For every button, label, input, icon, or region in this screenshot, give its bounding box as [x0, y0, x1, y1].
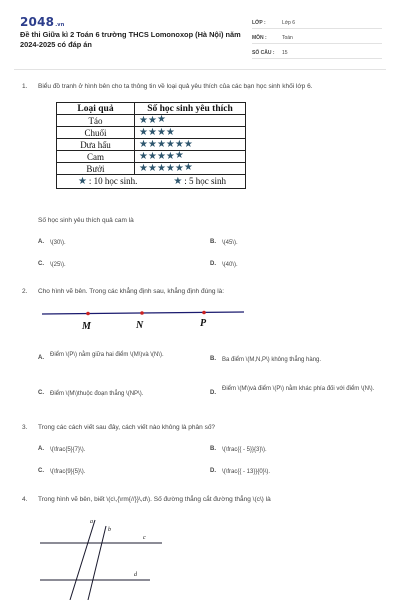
pictograph-row: [57, 139, 246, 151]
label-b: b: [108, 527, 111, 533]
star-icon: ★: [147, 115, 157, 126]
half-star-icon: ★: [174, 150, 184, 161]
meta-value: 15: [282, 50, 288, 56]
meta-row-grade: [252, 16, 382, 29]
point-m: [86, 312, 90, 316]
star-icon: ★: [139, 163, 148, 174]
question-3-text: Trong các cách viết sau đây, cách viết nào không là phân số?: [38, 424, 216, 431]
pictograph-row: [57, 127, 246, 139]
star-icon: ★: [165, 151, 175, 162]
label-d: d: [134, 572, 137, 578]
label-c: c: [143, 535, 146, 541]
star-icon: ★: [156, 151, 166, 162]
star-icon: ★: [165, 127, 175, 138]
pictograph-rows: [57, 115, 246, 175]
point-n: [140, 311, 144, 315]
fruit-name: Táo: [57, 115, 135, 127]
star-icon: ★: [156, 139, 166, 150]
option-text: \(45\).: [222, 240, 238, 246]
star-icon: ★: [77, 176, 87, 187]
meta-row-count: [252, 46, 382, 59]
line-b: [88, 526, 106, 600]
fruit-name: Bưởi: [57, 163, 135, 175]
pictograph-legend: [57, 175, 246, 189]
question-2-text: Cho hình vẽ bên. Trong các khẳng định sau, khẳng định đúng là:: [38, 288, 225, 295]
option-text: \(40\).: [222, 262, 238, 268]
option-text: \(\frac{5}{7}\).: [50, 447, 86, 453]
question-1-number: 1.: [22, 83, 28, 90]
label-n: N: [136, 320, 144, 331]
option-text: Điểm \(M\)và điểm \(P\) nằm khác phía đối với điểm \(N\).: [222, 386, 375, 392]
half-star-icon: ★: [183, 162, 193, 173]
option-letter: A.: [38, 355, 44, 361]
header-divider: [14, 69, 386, 70]
fruit-stars: [135, 139, 246, 151]
question-4-text: Trong hình vẽ bên, biết \(c\,{\rm{//}}\,d\). Số đường thẳng cắt đường thẳng \(c\) là: [38, 496, 271, 503]
point-p: [202, 311, 206, 315]
q2-option-c[interactable]: [38, 390, 198, 399]
pictograph-row: [57, 151, 246, 163]
fruit-stars: [135, 163, 246, 175]
star-icon: ★: [147, 151, 157, 162]
logo-text: 2048: [20, 15, 55, 29]
meta-value: Lớp 6: [282, 20, 296, 26]
question-2-number: 2.: [22, 288, 28, 295]
legend-full-text: : 10 học sinh.: [88, 176, 138, 186]
q3-option-a[interactable]: [38, 446, 198, 455]
exam-title: Đề thi Giữa kì 2 Toán 6 trường THCS Lomonoxop (Hà Nội) năm 2024-2025 có đáp án: [20, 30, 241, 49]
star-icon: ★: [174, 139, 184, 150]
fruit-name: Dưa hấu: [57, 139, 135, 151]
question-1-text: Biểu đồ tranh ở hình bên cho ta thông tin về loại quả yêu thích của các bạn học sinh khối lớp 6.: [38, 83, 313, 90]
meta-value: Toán: [282, 35, 293, 41]
star-icon: ★: [139, 139, 148, 150]
exam-meta: [252, 16, 382, 61]
legend-full: [76, 176, 137, 187]
option-letter: A.: [38, 239, 44, 245]
legend-cell: [57, 175, 246, 189]
star-icon: ★: [183, 139, 193, 150]
star-icon: ★: [147, 127, 157, 138]
legend-half: [171, 176, 226, 187]
q3-option-d[interactable]: [210, 468, 380, 477]
star-icon: ★: [139, 127, 148, 138]
q1-option-b[interactable]: [210, 239, 370, 248]
question-4-number: 4.: [22, 496, 28, 503]
meta-key: SỐ CÂU :: [252, 50, 275, 56]
star-icon: ★: [174, 163, 184, 174]
points-figure: [0, 300, 400, 340]
option-letter: D.: [210, 261, 216, 267]
q3-option-c[interactable]: [38, 468, 198, 477]
fruit-name: Cam: [57, 151, 135, 163]
label-a: a: [90, 519, 93, 525]
star-icon: ★: [139, 151, 148, 162]
option-text: \(\frac{{ - 13}}{0}\).: [222, 469, 271, 475]
q2-option-a[interactable]: [38, 351, 198, 361]
option-letter: B.: [210, 446, 216, 452]
fruit-stars: [135, 115, 246, 127]
meta-key: MÔN :: [252, 35, 267, 41]
option-text: \(25\).: [50, 262, 66, 268]
star-icon: ★: [147, 139, 157, 150]
label-p: P: [200, 318, 207, 329]
star-icon: ★: [156, 127, 166, 138]
option-text: \(\frac{9}{5}\).: [50, 469, 86, 475]
pictograph-row: [57, 115, 246, 127]
meta-key: LỚP :: [252, 20, 266, 26]
option-text: \(30\).: [50, 240, 66, 246]
option-text: Ba điểm \(M,N,P\) không thẳng hàng.: [222, 357, 322, 363]
q1-option-c[interactable]: [38, 261, 198, 270]
q2-option-d[interactable]: [210, 385, 380, 396]
label-m: M: [82, 321, 91, 332]
q1-option-a[interactable]: [38, 239, 198, 248]
star-icon: ★: [165, 139, 175, 150]
q2-option-b[interactable]: [210, 356, 380, 365]
option-letter: C.: [38, 261, 44, 267]
star-icon: ★: [156, 163, 166, 174]
site-logo[interactable]: [20, 15, 65, 29]
option-letter: D.: [210, 468, 216, 474]
question-1-prompt: Số học sinh yêu thích quả cam là: [38, 217, 134, 224]
option-text: \(\frac{{ - 5}}{3}\).: [222, 447, 267, 453]
option-letter: C.: [38, 390, 44, 396]
star-icon: ★: [173, 176, 183, 187]
star-icon: ★: [139, 115, 148, 126]
fruit-stars: [135, 151, 246, 163]
col-header-fruit: Loại quả: [57, 103, 135, 115]
option-letter: C.: [38, 468, 44, 474]
option-letter: A.: [38, 446, 44, 452]
pictograph-header: [57, 103, 246, 115]
option-letter: B.: [210, 356, 216, 362]
q1-option-d[interactable]: [210, 261, 370, 270]
logo-suffix: .vn: [55, 22, 65, 28]
pictograph-row: [57, 163, 246, 175]
meta-row-subject: [252, 31, 382, 44]
fruit-stars: [135, 127, 246, 139]
star-icon: ★: [147, 163, 157, 174]
col-header-count: Số học sinh yêu thích: [135, 103, 246, 115]
fruit-name: Chuối: [57, 127, 135, 139]
question-3-number: 3.: [22, 424, 28, 431]
option-letter: D.: [210, 390, 216, 396]
lines-figure: [0, 510, 400, 600]
pictograph-table: [56, 102, 246, 189]
option-letter: B.: [210, 239, 216, 245]
half-star-icon: ★: [156, 114, 166, 125]
option-text: Điểm \(P\) nằm giữa hai điểm \(M\)và \(N\).: [50, 352, 164, 358]
q3-option-b[interactable]: [210, 446, 380, 455]
legend-half-text: : 5 học sinh: [184, 176, 227, 186]
option-text: Điểm \(M\)thuộc đoạn thẳng \(NP\).: [50, 391, 144, 397]
star-icon: ★: [165, 163, 175, 174]
